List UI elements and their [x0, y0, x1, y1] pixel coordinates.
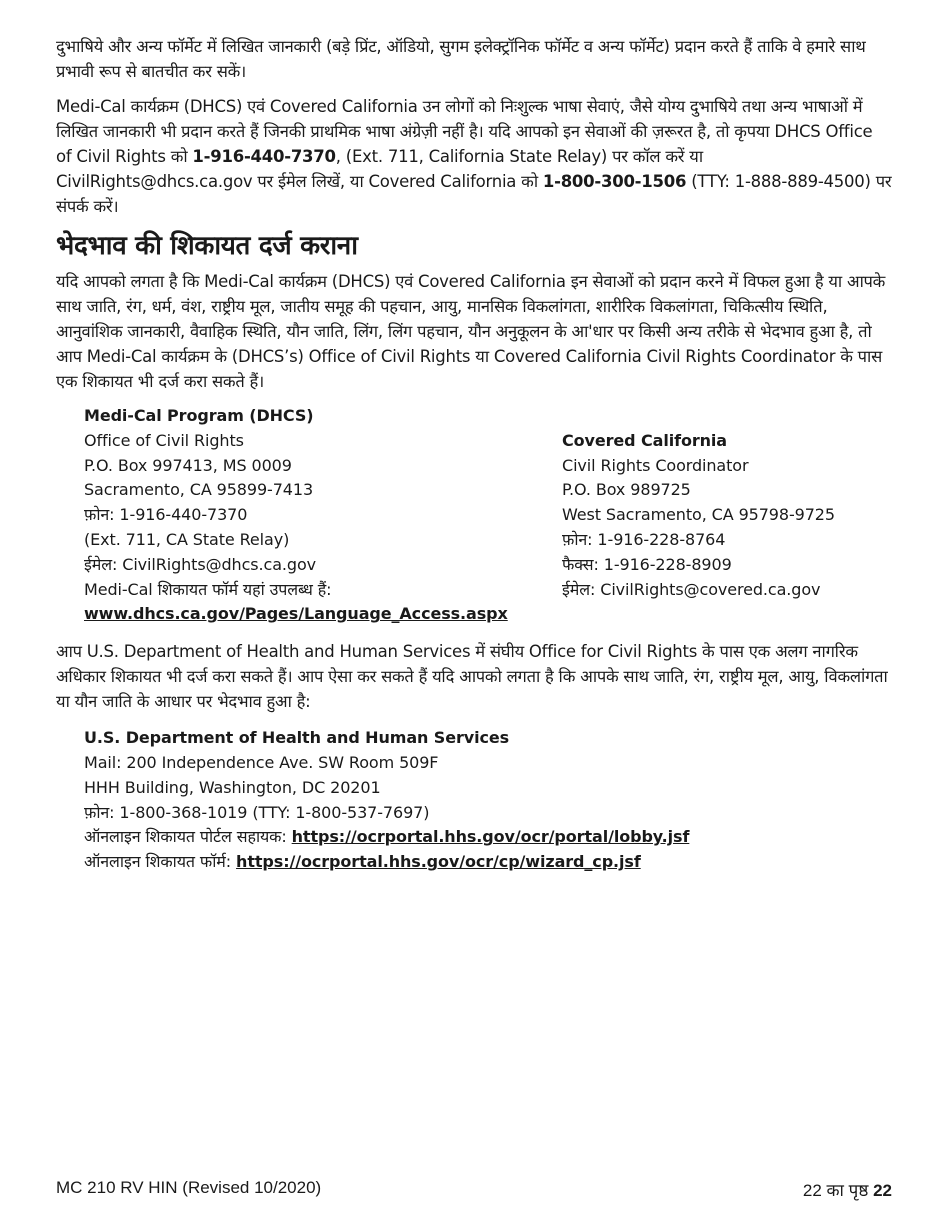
complaint-heading: भेदभाव की शिकायत दर्ज कराना — [56, 231, 358, 261]
dhcs-line-1: Office of Civil Rights — [84, 430, 244, 450]
document-page — [56, 34, 892, 875]
covered-address-block — [562, 404, 835, 627]
hhs-form-label: ऑनलाइन शिकायत फॉर्म: — [84, 852, 237, 872]
hhs-phone-line: फ़ोन: 1-800-368-1019 (TTY: 1-800-537-7697) — [84, 802, 430, 822]
dhcs-relay-line: (Ext. 711, CA State Relay) — [84, 529, 290, 549]
hhs-form-link[interactable]: https://ocrportal.hhs.gov/ocr/cp/wizard_cp.jsf — [236, 852, 641, 872]
hhs-intro-paragraph: आप U.S. Department of Health and Human Services में संघीय Office for Civil Rights के पास एक अलग नागरिक अधिकार शिकायत भी दर्ज करा सकते हैं। आप ऐसा कर सकते हैं यदि आपको लगता है कि आपके साथ जाति, रंग, राष्ट्रीय मूल, आयु, विकलांगता या यौन जाति के आधार पर भेदभाव हुआ है: — [56, 642, 888, 712]
covered-phone-line: फ़ोन: 1-916-228-8764 — [562, 529, 726, 549]
covered-email-line: ईमेल: CivilRights@covered.ca.gov — [562, 579, 821, 599]
hhs-mail-line: Mail: 200 Independence Ave. SW Room 509F — [84, 752, 439, 772]
covered-line-2: P.O. Box 989725 — [562, 480, 691, 500]
covered-fax-line: फैक्स: 1-916-228-8909 — [562, 554, 732, 574]
page-number — [803, 1178, 892, 1201]
page-footer — [56, 1178, 892, 1201]
hhs-title: U.S. Department of Health and Human Services — [84, 728, 510, 748]
dhcs-email-line: ईमेल: CivilRights@dhcs.ca.gov — [84, 554, 317, 574]
dhcs-language-access-link[interactable]: www.dhcs.ca.gov/Pages/Language_Access.aspx — [84, 604, 508, 624]
covered-line-1: Civil Rights Coordinator — [562, 455, 749, 475]
dhcs-phone-line: फ़ोन: 1-916-440-7370 — [84, 505, 248, 525]
hhs-building-line: HHH Building, Washington, DC 20201 — [84, 777, 381, 797]
intro-text-a: Medi-Cal कार्यक्रम (DHCS) एवं Covered California उन लोगों को निःशुल्क भाषा सेवाएं, जैसे योग्य दुभाषिये तथा अन्य भाषाओं में लिखित जानकारी भी प्रदान करते हैं जिनकी प्राथमिक भाषा अंग्रेज़ी नहीं है। यदि आपको इन सेवाओं की ज़रूरत है, तो कृपया DHCS Office of Civil Rights को — [56, 97, 873, 166]
hhs-address-block — [84, 726, 892, 875]
hhs-form-line — [84, 850, 892, 875]
covered-phone: 1-800-300-1506 — [542, 172, 687, 191]
covered-title: Covered California — [562, 430, 728, 450]
complaint-paragraph: यदि आपको लगता है कि Medi-Cal कार्यक्रम (DHCS) एवं Covered California इन सेवाओं को प्रदान करने में विफल हुआ है या आपके साथ जाति, रंग, धर्म, वंश, राष्ट्रीय मूल, जातीय समूह की पहचान, आयु, मानसिक विकलांगता, शारीरिक विकलांगता, चिकित्सीय स्थिति, आनुवांशिक जानकारी, वैवाहिक स्थिति, यौन जाति, लिंग, लिंग पहचान, यौन अनुकूलन के आ'धार पर किसी अन्य तरीके से भेदभाव हुआ है, तो आप Medi-Cal कार्यक्रम के (DHCS’s) Office of Civil Rights या Covered California Civil Rights Coordinator के पास एक शिकायत भी दर्ज करा सकते हैं। — [56, 272, 886, 391]
dhcs-address-block — [84, 404, 562, 627]
dhcs-phone: 1-916-440-7370 — [192, 147, 336, 166]
hhs-portal-link[interactable]: https://ocrportal.hhs.gov/ocr/portal/lobby.jsf — [291, 827, 690, 847]
intro-paragraph-2 — [56, 94, 892, 219]
hhs-portal-line — [84, 825, 892, 850]
covered-line-3: West Sacramento, CA 95798-9725 — [562, 505, 835, 525]
hhs-portal-label: ऑनलाइन शिकायत पोर्टल सहायक: — [84, 827, 292, 847]
form-id: MC 210 RV HIN (Revised 10/2020) — [56, 1178, 322, 1197]
dhcs-form-note: Medi-Cal शिकायत फॉर्म यहां उपलब्ध हैं: — [84, 579, 332, 599]
page-number-value: 22 — [873, 1181, 892, 1200]
intro-text-c: (TTY: 1-888-889-4500) पर संपर्क करें। — [56, 172, 892, 216]
page-number-prefix: 22 का पृष्ठ — [802, 1181, 874, 1200]
dhcs-line-2: P.O. Box 997413, MS 0009 — [84, 455, 292, 475]
intro-paragraph-1: दुभाषिये और अन्य फॉर्मेट में लिखित जानकारी (बड़े प्रिंट, ऑडियो, सुगम इलेक्ट्रॉनिक फॉर्मेट व अन्य फॉर्मेट) प्रदान करते हैं ताकि वे हमारे साथ प्रभावी रूप से बातचीत कर सकें। — [56, 37, 866, 81]
intro-text-b: , (Ext. 711, California State Relay) पर कॉल करें या CivilRights@dhcs.ca.gov पर ईमेल लिखें, या Covered California को — [56, 147, 703, 191]
dhcs-line-3: Sacramento, CA 95899-7413 — [84, 480, 314, 500]
dhcs-title: Medi-Cal Program (DHCS) — [84, 406, 314, 425]
address-columns — [84, 404, 892, 627]
